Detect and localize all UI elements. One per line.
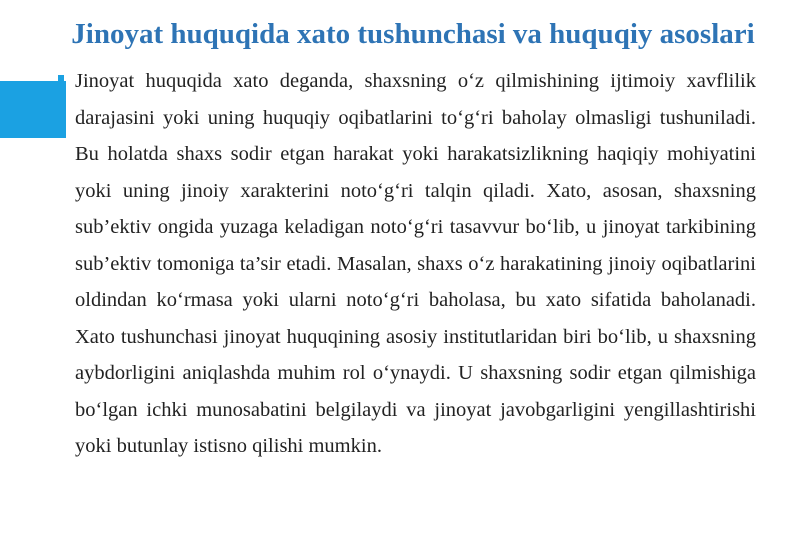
accent-bar (0, 81, 66, 138)
body-paragraph: Jinoyat huquqida xato deganda, shaxsning o‘z qilmishining ijtimoiy xavflilik darajasini yoki uning huquqiy oqibatlarini to‘g‘ri baholay olmasligi tushuniladi. Bu holatda shaxs sodir etgan harakat yoki harakatsizlikning haqiqiy mohiyatini yoki uning jinoiy xarakterini noto‘g‘ri talqin qiladi. Xato, asosan, shaxsning sub’ektiv ongida yuzaga keladigan noto‘g‘ri tasavvur bo‘lib, u jinoyat tarkibining sub’ektiv tomoniga ta’sir etadi. Masalan, shaxs o‘z harakatining jinoiy oqibatlarini oldindan ko‘rmasa yoki ularni noto‘g‘ri baholasa, bu xato sifatida baholanadi. Xato tushunchasi jinoyat huquqining asosiy institutlaridan biri bo‘lib, u shaxsning aybdorligini aniqlashda muhim rol o‘ynaydi. U shaxsning sodir etgan qilmishiga bo‘lgan ichki munosabatini belgilaydi va jinoyat javobgarligini yengillashtirishi yoki butunlay istisno qilishi mumkin. (75, 70, 756, 457)
slide-title: Jinoyat huquqida xato tushunchasi va huquqiy asoslari (71, 18, 755, 50)
bullet-marker (58, 75, 64, 83)
